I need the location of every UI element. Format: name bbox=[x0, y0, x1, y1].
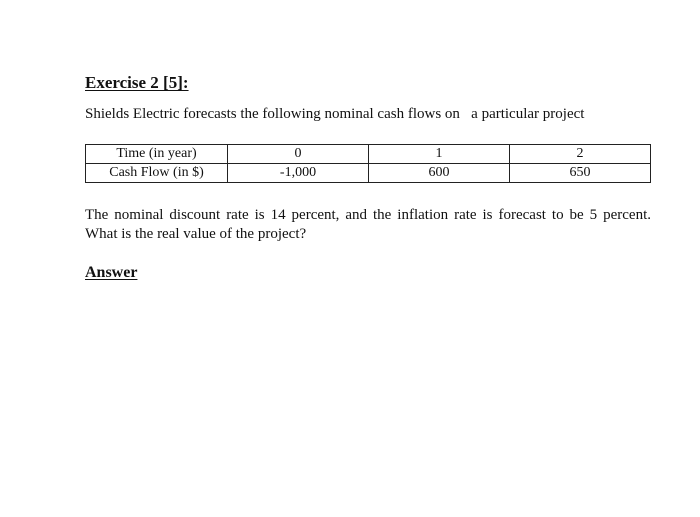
intro-text: Shields Electric forecasts the following nominal cash flows on a particular project bbox=[85, 106, 585, 122]
table-cell: -1,000 bbox=[228, 164, 369, 183]
table-row-time bbox=[86, 145, 651, 164]
table-row-cash-flow bbox=[86, 164, 651, 183]
cash-flow-table bbox=[85, 144, 651, 183]
table-cell: 0 bbox=[228, 145, 369, 164]
row-label-cash-flow: Cash Flow (in $) bbox=[86, 164, 228, 183]
exercise-heading: Exercise 2 [5]: bbox=[85, 73, 189, 92]
table-cell: 650 bbox=[510, 164, 651, 183]
table-cell: 1 bbox=[369, 145, 510, 164]
table-cell: 600 bbox=[369, 164, 510, 183]
table-cell: 2 bbox=[510, 145, 651, 164]
row-label-time: Time (in year) bbox=[86, 145, 228, 164]
answer-heading: Answer bbox=[85, 264, 138, 281]
question-text: The nominal discount rate is 14 percent, and the inflation rate is forecast to be 5 percent. What is the real value of the project? bbox=[85, 207, 651, 242]
